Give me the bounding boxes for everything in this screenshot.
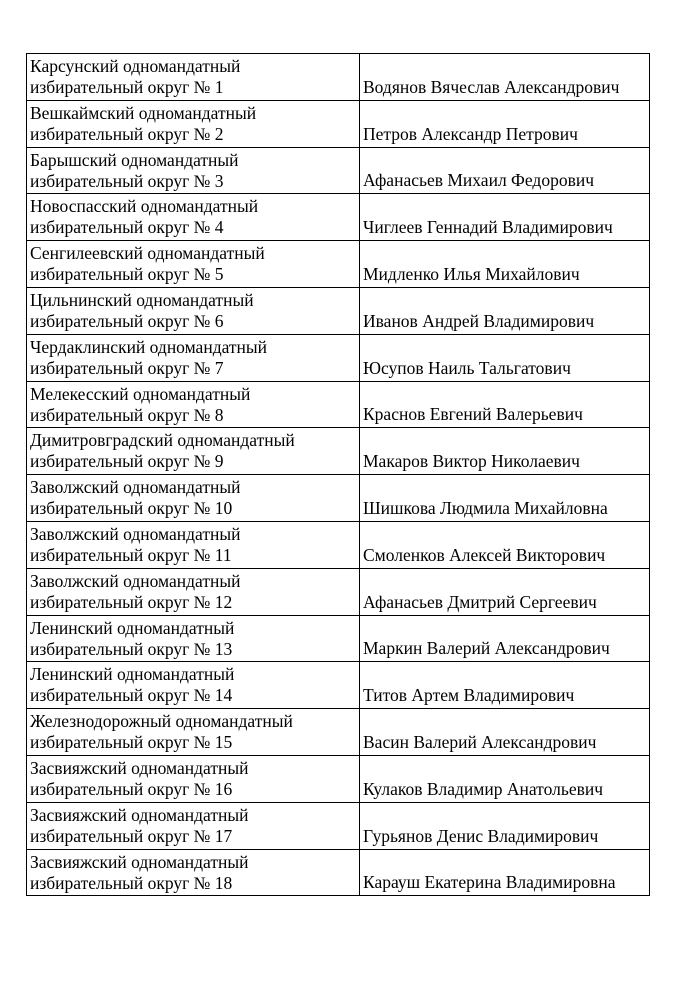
district-cell: [27, 709, 360, 756]
table-row: [27, 334, 650, 381]
district-number: избирательный округ № 5: [30, 264, 224, 285]
district-name: Цильнинский одномандатный: [30, 289, 254, 310]
district-name: Заволжский одномандатный: [30, 477, 241, 498]
candidate-name: Иванов Андрей Владимирович: [360, 287, 650, 334]
district-name: Барышский одномандатный: [30, 149, 239, 170]
district-number: избирательный округ № 7: [30, 357, 224, 378]
district-number: избирательный округ № 3: [30, 170, 224, 191]
table-row: [27, 615, 650, 662]
district-number: избирательный округ № 11: [30, 544, 232, 565]
district-cell: [27, 849, 360, 896]
table-row: [27, 568, 650, 615]
district-cell: [27, 54, 360, 101]
district-cell: [27, 241, 360, 288]
candidate-name: Петров Александр Петрович: [360, 100, 650, 147]
district-name: Заволжский одномандатный: [30, 523, 241, 544]
district-name: Сенгилеевский одномандатный: [30, 243, 265, 264]
table-row: [27, 100, 650, 147]
table-row: [27, 147, 650, 194]
table-row: [27, 521, 650, 568]
district-name: Карсунский одномандатный: [30, 56, 241, 76]
district-number: избирательный округ № 4: [30, 217, 224, 238]
candidate-name: Шишкова Людмила Михайловна: [360, 475, 650, 522]
candidate-name: Краснов Евгений Валерьевич: [360, 381, 650, 428]
district-cell: [27, 194, 360, 241]
table-row: [27, 662, 650, 709]
district-cell: [27, 568, 360, 615]
candidate-name: Кулаков Владимир Анатольевич: [360, 755, 650, 802]
district-number: избирательный округ № 8: [30, 404, 224, 425]
district-number: избирательный округ № 10: [30, 498, 233, 519]
district-name: Мелекесский одномандатный: [30, 383, 251, 404]
district-cell: [27, 755, 360, 802]
district-cell: [27, 100, 360, 147]
district-name: Железнодорожный одномандатный: [30, 711, 293, 732]
district-number: избирательный округ № 13: [30, 638, 233, 659]
table-row: [27, 428, 650, 475]
district-name: Засвияжский одномандатный: [30, 851, 249, 872]
table-row: [27, 802, 650, 849]
district-name: Чердаклинский одномандатный: [30, 336, 268, 357]
district-name: Засвияжский одномандатный: [30, 757, 249, 778]
district-cell: [27, 475, 360, 522]
table-row: [27, 54, 650, 101]
candidate-name: Водянов Вячеслав Александрович: [360, 54, 650, 101]
district-number: избирательный округ № 16: [30, 778, 233, 799]
table-row: [27, 381, 650, 428]
district-candidate-table: [26, 53, 650, 896]
district-name: Ленинский одномандатный: [30, 664, 235, 685]
district-number: избирательный округ № 2: [30, 123, 224, 144]
district-name: Заволжский одномандатный: [30, 570, 241, 591]
candidate-name: Мидленко Илья Михайлович: [360, 241, 650, 288]
table-row: [27, 849, 650, 896]
candidate-name: Чиглеев Геннадий Владимирович: [360, 194, 650, 241]
district-name: Димитровградский одномандатный: [30, 430, 295, 451]
district-number: избирательный округ № 9: [30, 451, 224, 472]
district-number: избирательный округ № 18: [30, 872, 233, 893]
district-cell: [27, 147, 360, 194]
district-cell: [27, 334, 360, 381]
district-name: Ленинский одномандатный: [30, 617, 235, 638]
district-cell: [27, 381, 360, 428]
table-body: [27, 54, 650, 896]
table-row: [27, 241, 650, 288]
district-name: Новоспасский одномандатный: [30, 196, 259, 217]
district-name: Засвияжский одномандатный: [30, 804, 249, 825]
district-number: избирательный округ № 6: [30, 310, 224, 331]
table-row: [27, 709, 650, 756]
district-number: избирательный округ № 15: [30, 732, 233, 753]
district-number: избирательный округ № 12: [30, 591, 233, 612]
district-name: Вешкаймский одномандатный: [30, 102, 257, 123]
district-cell: [27, 615, 360, 662]
table-row: [27, 194, 650, 241]
table-row: [27, 755, 650, 802]
district-cell: [27, 662, 360, 709]
candidate-name: Афанасьев Дмитрий Сергеевич: [360, 568, 650, 615]
candidate-name: Афанасьев Михаил Федорович: [360, 147, 650, 194]
district-number: избирательный округ № 17: [30, 825, 233, 846]
district-cell: [27, 521, 360, 568]
candidate-name: Гурьянов Денис Владимирович: [360, 802, 650, 849]
district-number: избирательный округ № 1: [30, 77, 224, 97]
candidate-name: Маркин Валерий Александрович: [360, 615, 650, 662]
candidate-name: Смоленков Алексей Викторович: [360, 521, 650, 568]
district-cell: [27, 287, 360, 334]
candidate-name: Юсупов Наиль Тальгатович: [360, 334, 650, 381]
candidate-name: Титов Артем Владимирович: [360, 662, 650, 709]
candidate-name: Макаров Виктор Николаевич: [360, 428, 650, 475]
table-row: [27, 287, 650, 334]
district-cell: [27, 802, 360, 849]
candidate-name: Карауш Екатерина Владимировна: [360, 849, 650, 896]
district-number: избирательный округ № 14: [30, 685, 233, 706]
table-row: [27, 475, 650, 522]
candidate-name: Васин Валерий Александрович: [360, 709, 650, 756]
district-cell: [27, 428, 360, 475]
